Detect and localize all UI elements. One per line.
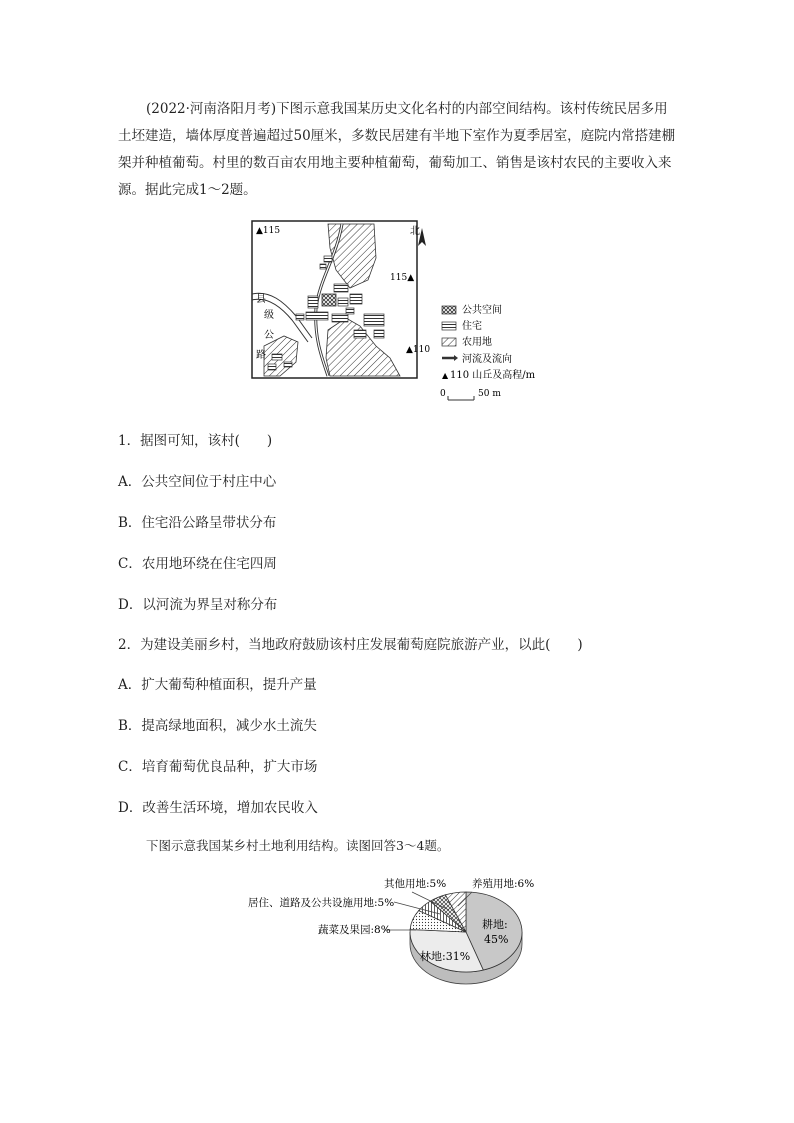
q1-option-a: A．公共空间位于村庄中心 (118, 474, 277, 490)
map-legend (442, 303, 536, 381)
svg-text:50 m: 50 m (478, 389, 501, 399)
peak-se-label: ▲110 (406, 345, 431, 355)
road-char-3: 公 (264, 330, 274, 341)
road-char-1: 县 (256, 294, 266, 305)
peak-nw-label: ▲115 (256, 226, 281, 236)
svg-text:0: 0 (440, 389, 446, 399)
q2-option-d: D．改善生活环境，增加农民收入 (118, 800, 318, 816)
svg-text:▲: ▲ (442, 371, 449, 380)
scale-bar (440, 389, 501, 400)
passage-2: 下图示意我国某乡村土地利用结构。读图回答3～4题。 (146, 838, 450, 853)
road-char-4: 路 (256, 350, 266, 361)
peak-e-label: 115▲ (390, 273, 415, 283)
road-char-2: 级 (264, 310, 274, 321)
svg-text:公共空间: 公共空间 (462, 305, 502, 316)
q2-option-b: B．提高绿地面积，减少水土流失 (118, 718, 317, 734)
q1-option-c: C．农用地环绕在住宅四周 (118, 556, 277, 572)
label-qita: 其他用地:5% (384, 878, 447, 890)
passage-1: (2022·河南洛阳月考)下图示意我国某历史文化名村的内部空间结构。该村传统民居多用土坯建造，墙体厚度普遍超过50厘米，多数民居建有半地下室作为夏季居室，庭院内常搭建棚架并种植葡萄。村里的数百亩农用地主要种植葡萄，葡萄加工、销售是该村农民的主要收入来源。据此完成1～2题。 (118, 101, 676, 198)
label-lindi: 林地:31% (420, 950, 471, 963)
land-use-pie-chart (244, 870, 584, 995)
village-map-figure (250, 218, 550, 403)
svg-text:住宅: 住宅 (462, 321, 482, 332)
label-gengdi-name: 耕地: (482, 918, 508, 931)
north-label: 北 (410, 226, 420, 237)
svg-text:110 山丘及高程/m: 110 山丘及高程/m (450, 370, 536, 381)
q2-stem: 2．为建设美丽乡村，当地政府鼓励该村庄发展葡萄庭院旅游产业，以此( ) (118, 637, 583, 653)
label-gengdi-value: 45% (484, 933, 509, 946)
q2-option-c: C．培育葡萄优良品种，扩大市场 (118, 759, 318, 775)
label-juzhu: 居住、道路及公共设施用地:5% (248, 897, 395, 909)
q2-option-a: A．扩大葡萄种植面积，提升产量 (118, 677, 317, 693)
public-space (322, 294, 336, 306)
svg-text:河流及流向: 河流及流向 (462, 354, 512, 365)
q1-option-d: D．以河流为界呈对称分布 (118, 597, 278, 613)
label-yangzhi: 养殖用地:6% (472, 878, 535, 890)
q1-stem: 1．据图可知，该村( ) (118, 433, 273, 449)
svg-text:农用地: 农用地 (462, 337, 492, 348)
label-shucai: 蔬菜及果园:8% (318, 924, 391, 936)
q1-option-b: B．住宅沿公路呈带状分布 (118, 515, 277, 531)
